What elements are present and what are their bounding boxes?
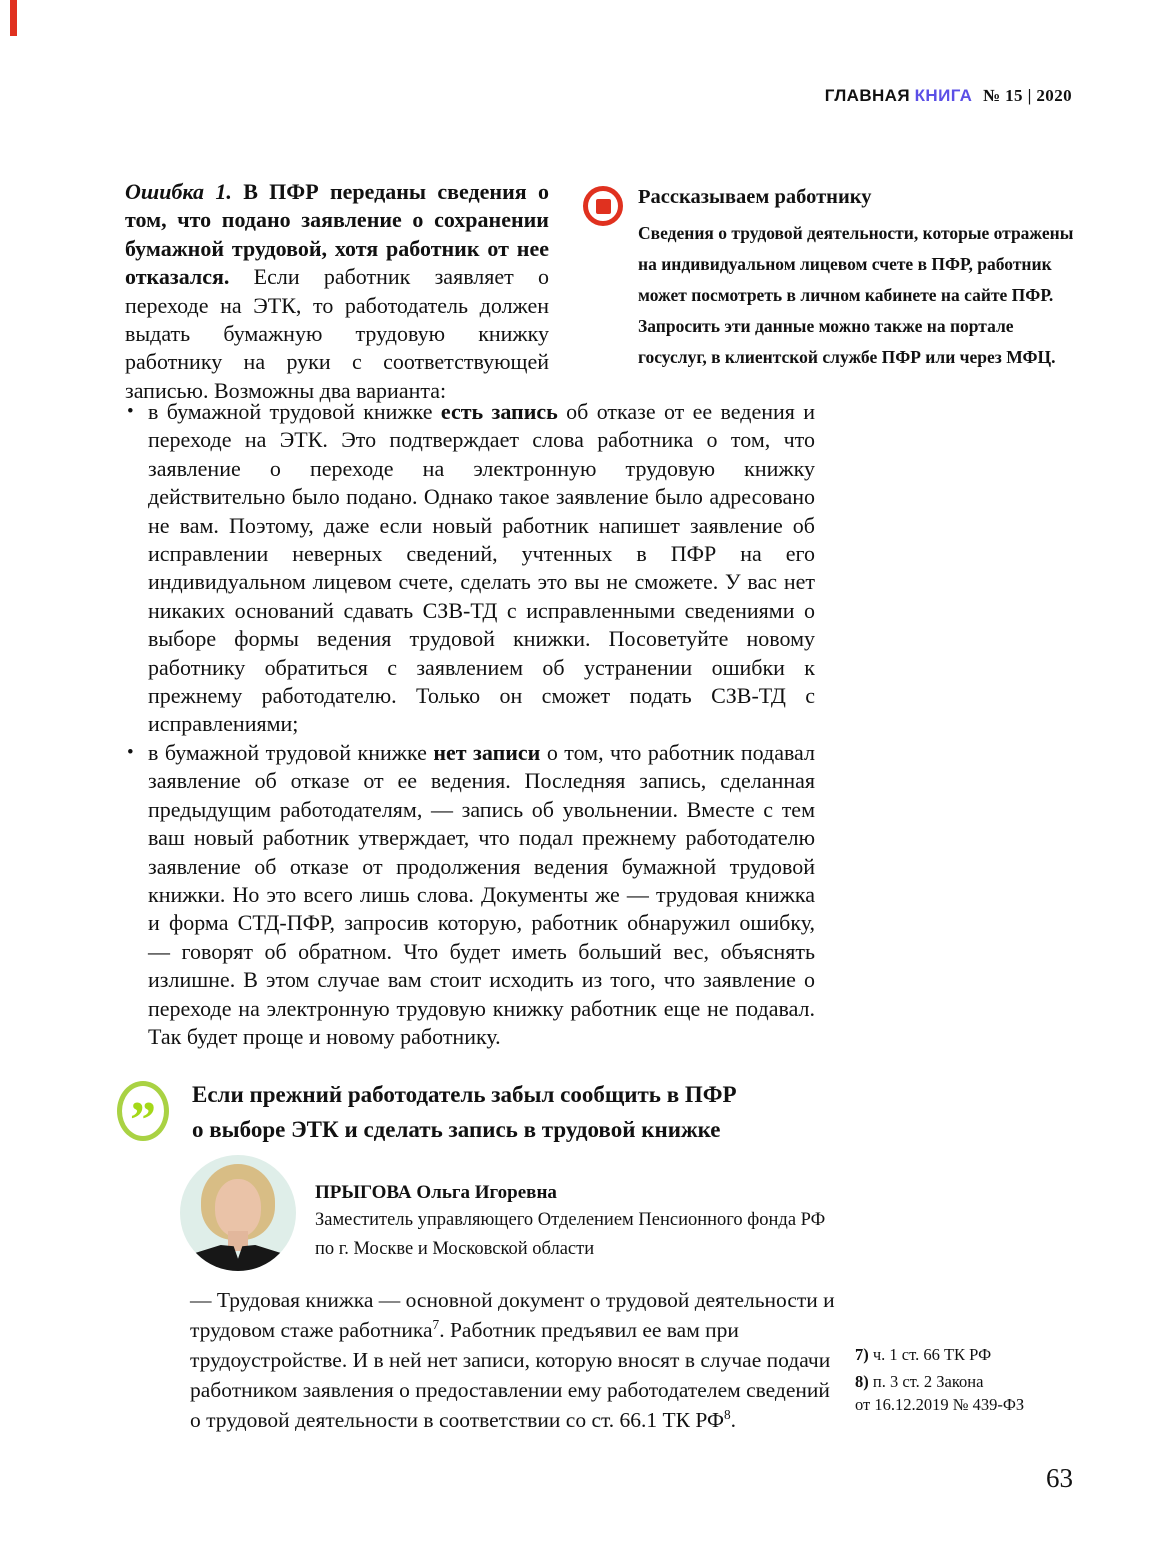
callout-text: [638, 184, 1075, 373]
expert-block: [180, 1155, 940, 1264]
footnote-8: [855, 1370, 1085, 1416]
list-item: [125, 739, 815, 1051]
expert-title-line2: по г. Москве и Московской области: [315, 1239, 595, 1259]
footnote-label: 7): [855, 1345, 869, 1364]
footnote-7: [855, 1343, 1085, 1366]
footnote-label: 8): [855, 1372, 869, 1391]
bullet-text: в бумажной трудовой книжке есть запись об отказе от ее ведения и переходе на ЭТК. Это подтверждает слова работника о том, что заявление о переходе на электронную трудовую книжку действительно было подано. Однако такое заявление было адресовано не вам. Поэтому, даже если новый работник напишет заявление об исправлении неверных сведений, учтенных в ПФР на его индивидуальном лицевом счете, сделать это вы не сможете. У вас нет никаких оснований сдавать СЗВ-ТД с исправленными сведениями о выборе формы ведения трудовой книжки. Посоветуйте новому работнику обратиться с заявлением об устранении ошибки к прежнему работодателю. Только он сможет подать СЗВ-ТД с исправлениями;: [148, 399, 816, 737]
intro-paragraph: Ошибка 1. В ПФР переданы сведения о том, что подано заявление о сохранении бумажной трудовой, хотя работник от нее отказался. Если работник заявляет о переходе на ЭТК, то работодатель должен выдать бумажную трудовую книжку работнику на руки с соответствующей записью. Возможны два варианта:: [125, 179, 550, 403]
footnote-text-line2: от 16.12.2019 № 439-ФЗ: [855, 1395, 1025, 1414]
bullet-marker: •: [127, 741, 134, 763]
expert-title-line1: Заместитель управляющего Отделением Пенсионного фонда РФ: [315, 1210, 826, 1230]
record-square-icon: [583, 186, 623, 226]
quote-title-line1: Если прежний работодатель забыл сообщить в ПФР: [192, 1082, 737, 1107]
footnotes: [855, 1343, 1085, 1420]
closing-quotes-icon: ”: [117, 1081, 169, 1141]
callout-box: [583, 184, 1075, 373]
expert-title: [315, 1206, 940, 1264]
page-corner-mark: [10, 0, 17, 36]
bullet-marker: •: [127, 401, 134, 422]
footnote-text: п. 3 ст. 2 Закона: [872, 1372, 984, 1391]
quote-title-line2: о выборе ЭТК и сделать запись в трудовой книжке: [192, 1116, 721, 1142]
callout-title: Рассказываем работнику: [638, 186, 872, 208]
record-square-inner: [596, 199, 611, 214]
magazine-name-part1: ГЛАВНАЯ: [824, 86, 910, 105]
callout-body: Сведения о трудовой деятельности, которые отражены на индивидуальном лицевом счете в ПФР, работник может посмотреть в личном кабинете на сайте ПФР. Запросить эти данные можно также на портале госуслуг, в клиентской службе ПФР или через МФЦ.: [638, 223, 1074, 367]
magazine-name-part2: КНИГА: [914, 86, 973, 105]
bullet-list: [125, 398, 815, 1051]
list-item: [125, 398, 815, 739]
page-header: [825, 86, 1072, 106]
expert-photo: [180, 1155, 296, 1271]
page-number: 63: [1046, 1463, 1073, 1493]
footnote-text: ч. 1 ст. 66 ТК РФ: [872, 1345, 992, 1364]
bullet-text: в бумажной трудовой книжке нет записи о том, что работник подавал заявление об отказе от ее ведения. Последняя запись, сделанная предыдущим работодателям, — запись об увольнении. Вместе с тем ваш новый работник утверждает, что подал прежнему работодателю заявление об отказе от продолжения ведения бумажной трудовой книжки. Но это всего лишь слова. Документы же — трудовая книжка и форма СТД-ПФР, запросив которую, работник обнаружил ошибку, — говорят об обратном. Что будет иметь больший вес, объяснять излишне. В этом случае вам стоит исходить из того, что заявление о переходе на электронную трудовую книжку работник еще не подавал. Так будет проще и новому работнику.: [148, 739, 815, 1049]
quote-title: [192, 1078, 832, 1147]
issue-number: № 15 | 2020: [983, 86, 1072, 105]
expert-meta: [315, 1155, 940, 1264]
expert-quote-text: — Трудовая книжка — основной документ о трудовой деятельности и трудовом стаже работника$^7$. Работник предъявил ее вам при трудоустройстве. И в ней нет записи, которую вносят в случае подачи работником заявления о предоставлении ему работодателем сведений о трудовой деятельности в соответствии со ст. 66.1 ТК $РФ^8$.: [190, 1288, 835, 1432]
expert-name: ПРЫГОВА Ольга Игоревна: [315, 1182, 557, 1203]
quote-section-header: [117, 1078, 832, 1147]
avatar-face: [215, 1179, 261, 1237]
